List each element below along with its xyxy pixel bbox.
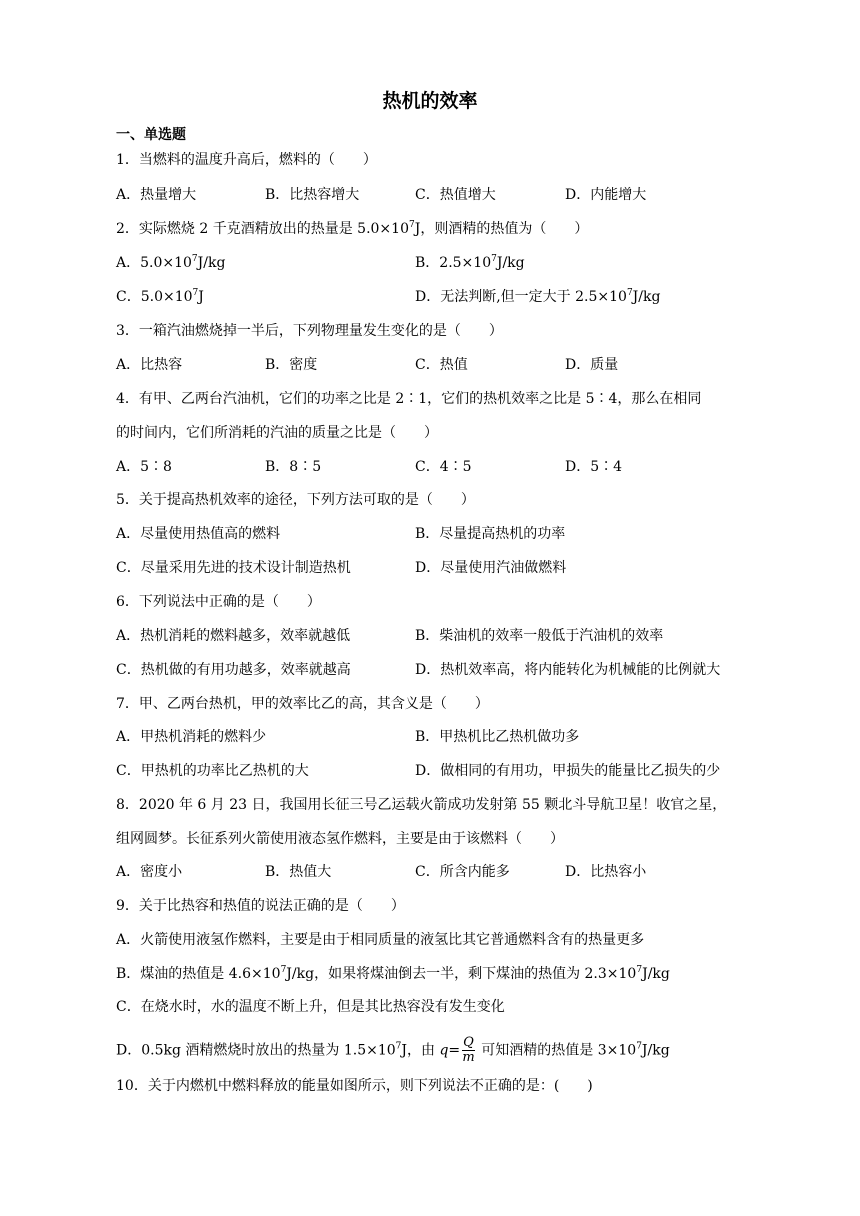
q7-option-a: A．甲热机消耗的燃料少 bbox=[116, 729, 267, 745]
question-7-stem: 7．甲、乙两台热机，甲的效率比乙的高，其含义是（ ） bbox=[116, 696, 489, 712]
q9-option-c: C．在烧水时，水的温度不断上升，但是其比热容没有发生变化 bbox=[116, 999, 505, 1015]
q7-option-d: D．做相同的有用功，甲损失的能量比乙损失的少 bbox=[415, 763, 721, 779]
q3-option-c: C．热值 bbox=[415, 357, 468, 373]
q6-option-a: A．热机消耗的燃料越多，效率就越低 bbox=[116, 628, 351, 644]
q3-option-b: B．密度 bbox=[265, 357, 318, 373]
question-9-stem: 9．关于比热容和热值的说法正确的是（ ） bbox=[116, 898, 405, 914]
question-3-stem: 3．一箱汽油燃烧掉一半后，下列物理量发生变化的是（ ） bbox=[116, 323, 503, 339]
q1-option-a: A．热量增大 bbox=[116, 187, 197, 203]
q1-option-c: C．热值增大 bbox=[415, 187, 496, 203]
q9-option-b: B．煤油的热值是 $4.6\times 10^7J/kg$，如果将煤油倒去一半，剩下煤油的热值为 $2.3\times 10^7J/kg$ bbox=[116, 965, 670, 982]
question-10-stem: 10．关于内燃机中燃料释放的能量如图所示，则下列说法不正确的是：( ) bbox=[116, 1078, 593, 1094]
question-8-stem-line1: 8．2020 年 6 月 23 日，我国用长征三号乙运载火箭成功发射第 55 颗北斗导航卫星！收官之星， bbox=[116, 797, 727, 813]
question-4-stem-line2: 的时间内，它们所消耗的汽油的质量之比是（ ） bbox=[116, 425, 438, 441]
q4-option-a: A．5∶8 bbox=[116, 459, 172, 475]
q5-option-a: A．尽量使用热值高的燃料 bbox=[116, 526, 281, 542]
question-6-stem: 6．下列说法中正确的是（ ） bbox=[116, 594, 321, 610]
question-5-stem: 5．关于提高热机效率的途径，下列方法可取的是（ ） bbox=[116, 492, 475, 508]
q8-option-b: B．热值大 bbox=[265, 864, 332, 880]
question-8-stem-line2: 组网圆梦。长征系列火箭使用液态氢作燃料，主要是由于该燃料（ ） bbox=[116, 831, 564, 847]
q6-option-c: C．热机做的有用功越多，效率就越高 bbox=[116, 662, 351, 678]
question-1-stem: 1．当燃料的温度升高后，燃料的（ ） bbox=[116, 152, 377, 168]
page-title: 热机的效率 bbox=[382, 90, 478, 112]
q3-option-a: A．比热容 bbox=[116, 357, 183, 373]
q3-option-d: D．质量 bbox=[565, 357, 619, 373]
fraction-q-over-m: $\frac{Q}{m}$ bbox=[462, 1035, 475, 1065]
section-heading: 一、单选题 bbox=[116, 127, 186, 143]
q5-option-d: D．尽量使用汽油做燃料 bbox=[415, 560, 567, 576]
q2-option-d: D．无法判断,但一定大于 $2.5\times 10^7J/kg$ bbox=[415, 288, 661, 305]
q1-option-b: B．比热容增大 bbox=[265, 187, 360, 203]
q8-option-a: A．密度小 bbox=[116, 864, 183, 880]
q4-option-b: B．8∶5 bbox=[265, 459, 322, 475]
q2-option-c: C．$5.0\times 10^7J$ bbox=[116, 288, 204, 305]
question-4-stem-line1: 4．有甲、乙两台汽油机，它们的功率之比是 2∶1，它们的热机效率之比是 5∶4，那么在相同 bbox=[116, 391, 702, 407]
q2-option-a: A．$5.0\times 10^7J/kg$ bbox=[116, 254, 226, 271]
q7-option-b: B．甲热机比乙热机做功多 bbox=[415, 729, 580, 745]
q5-option-c: C．尽量采用先进的技术设计制造热机 bbox=[116, 560, 351, 576]
q2-option-b: B．$2.5\times 10^7J/kg$ bbox=[415, 254, 525, 271]
q8-option-c: C．所含内能多 bbox=[415, 864, 510, 880]
q4-option-d: D．5∶4 bbox=[565, 459, 623, 475]
variable-q: q bbox=[439, 1042, 449, 1059]
q6-option-b: B．柴油机的效率一般低于汽油机的效率 bbox=[415, 628, 664, 644]
q8-option-d: D．比热容小 bbox=[565, 864, 647, 880]
q7-option-c: C．甲热机的功率比乙热机的大 bbox=[116, 763, 309, 779]
q4-option-c: C．4∶5 bbox=[415, 459, 472, 475]
q6-option-d: D．热机效率高，将内能转化为机械能的比例就大 bbox=[415, 662, 721, 678]
q9-option-a: A．火箭使用液氢作燃料，主要是由于相同质量的液氢比其它普通燃料含有的热量更多 bbox=[116, 932, 645, 948]
q1-option-d: D．内能增大 bbox=[565, 187, 647, 203]
question-2-stem: 2．实际燃烧 2 千克酒精放出的热量是 $5.0\times 10^7J$，则酒精的热值为（ ） bbox=[116, 220, 589, 237]
q9-option-d: D．0.5kg 酒精燃烧时放出的热量为 $1.5\times 10^7J$，由 q= $\frac{Q}{m}$ 可知酒精的热值是 $3\times 10^7J/kg$ bbox=[116, 1035, 670, 1065]
q5-option-b: B．尽量提高热机的功率 bbox=[415, 526, 566, 542]
